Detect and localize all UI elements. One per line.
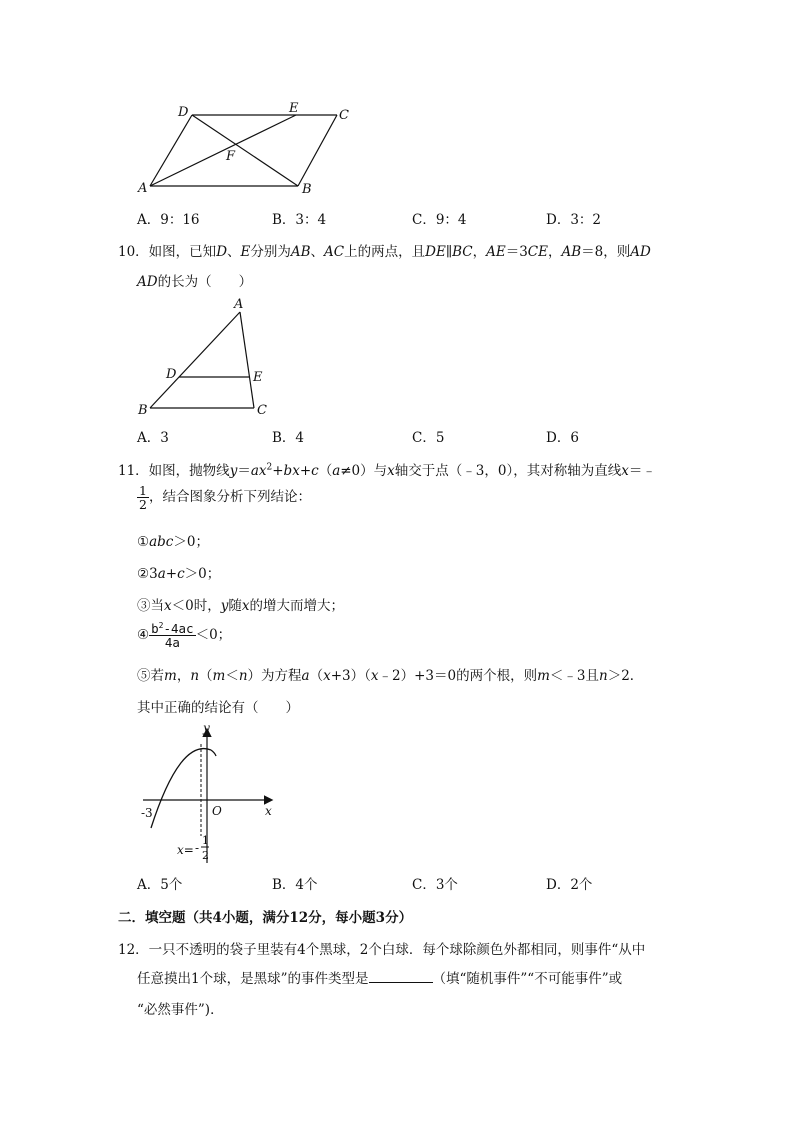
q11-stem-line2: $\frac{1}{2}$ ，结合图象分析下列结论： <box>139 483 311 513</box>
segment-AE <box>150 115 296 186</box>
label-B: B <box>138 403 148 418</box>
axis-minus-sign: - <box>195 841 200 855</box>
q11-option-b: B．4个 <box>272 877 318 893</box>
label-D: D <box>166 367 177 382</box>
q12-stem-line1: 12．一只不透明的袋子里装有4个黑球，2个白球．每个球除颜色外都相同，则事件“从中 <box>118 942 646 958</box>
axis-fraction-denominator: 2 <box>202 849 209 862</box>
label-E: E <box>289 101 299 116</box>
q11-parabola-graph <box>135 718 285 868</box>
axis-equation-label: x= <box>177 843 194 857</box>
label-C: C <box>339 108 349 123</box>
label-E: E <box>253 370 263 385</box>
edge-AC <box>240 312 254 408</box>
q10-option-a: A．3 <box>137 430 169 446</box>
q9-parallelogram-figure <box>130 98 360 198</box>
q11-conclusion-2: ②3a+c＞0； <box>137 566 221 582</box>
label-B: B <box>302 182 312 197</box>
q11-conclusion-5: ⑤若m，n（m＜n）为方程a（x+3）（x﹣2）+3＝0的两个根，则m＜﹣3且n＞2． <box>137 668 644 684</box>
y-axis-label: y <box>203 721 210 735</box>
edge-CB <box>298 115 337 186</box>
label-C: C <box>257 403 267 418</box>
q9-option-d: D．3：2 <box>546 212 602 228</box>
q10-option-d: D．6 <box>546 430 579 446</box>
x-axis-label: x <box>265 804 272 818</box>
q9-option-b: B．3：4 <box>272 212 327 228</box>
q10-option-b: B．4 <box>272 430 305 446</box>
q10-option-c: C．5 <box>412 430 445 446</box>
label-A: A <box>234 297 244 312</box>
fraction-one-half: $\frac{1}{2}$ <box>139 483 147 513</box>
q11-conclusion-1: ①abc＞0； <box>137 534 209 550</box>
origin-label: O <box>212 804 222 818</box>
label-F: F <box>226 149 236 164</box>
q10-stem-line1: 10．如图，已知D、E分别为AB、AC上的两点，且DE∥BC，AE＝3CE，AB＝8，则AD <box>118 244 651 260</box>
q9-option-c: C．9：4 <box>412 212 467 228</box>
edge-BA <box>150 312 240 408</box>
q12-stem-line3: “必然事件”)． <box>137 1002 224 1018</box>
section-title-fill-in: 二．填空题（共4小题，满分12分，每小题3分） <box>118 910 413 926</box>
q10-triangle-figure <box>130 295 280 420</box>
q12-stem-line2: 任意摸出1个球，是黑球”的事件类型是 （填“随机事件”“不可能事件”或 <box>137 971 623 987</box>
parabola-curve <box>151 749 211 828</box>
q11-conclusion-4: ④ $\frac{b^2-4ac}{4a}$ ＜0； <box>137 621 232 651</box>
axis-fraction-numerator: 1 <box>202 834 209 847</box>
root-label: -3 <box>141 806 153 820</box>
q11-question: 其中正确的结论有（ ） <box>137 700 299 716</box>
label-D: D <box>178 105 189 120</box>
q11-conclusion-3: ③当x＜0时，y随x的增大而增大； <box>137 598 344 614</box>
q11-option-d: D．2个 <box>546 877 593 893</box>
q11-option-c: C．3个 <box>412 877 458 893</box>
q10-stem-line2: AD的长为（ ） <box>137 274 253 290</box>
answer-blank[interactable] <box>369 970 433 983</box>
segment-DB <box>192 115 298 186</box>
q9-option-a: A．9：16 <box>137 212 200 228</box>
q11-stem-line1: 11．如图，抛物线$y=ax^2+bx+c(a\ne 0)$与x轴交于点（﹣3，0），其对称轴为直线x＝﹣ <box>118 462 656 479</box>
q11-option-a: A．5个 <box>137 877 183 893</box>
label-A: A <box>138 181 148 196</box>
